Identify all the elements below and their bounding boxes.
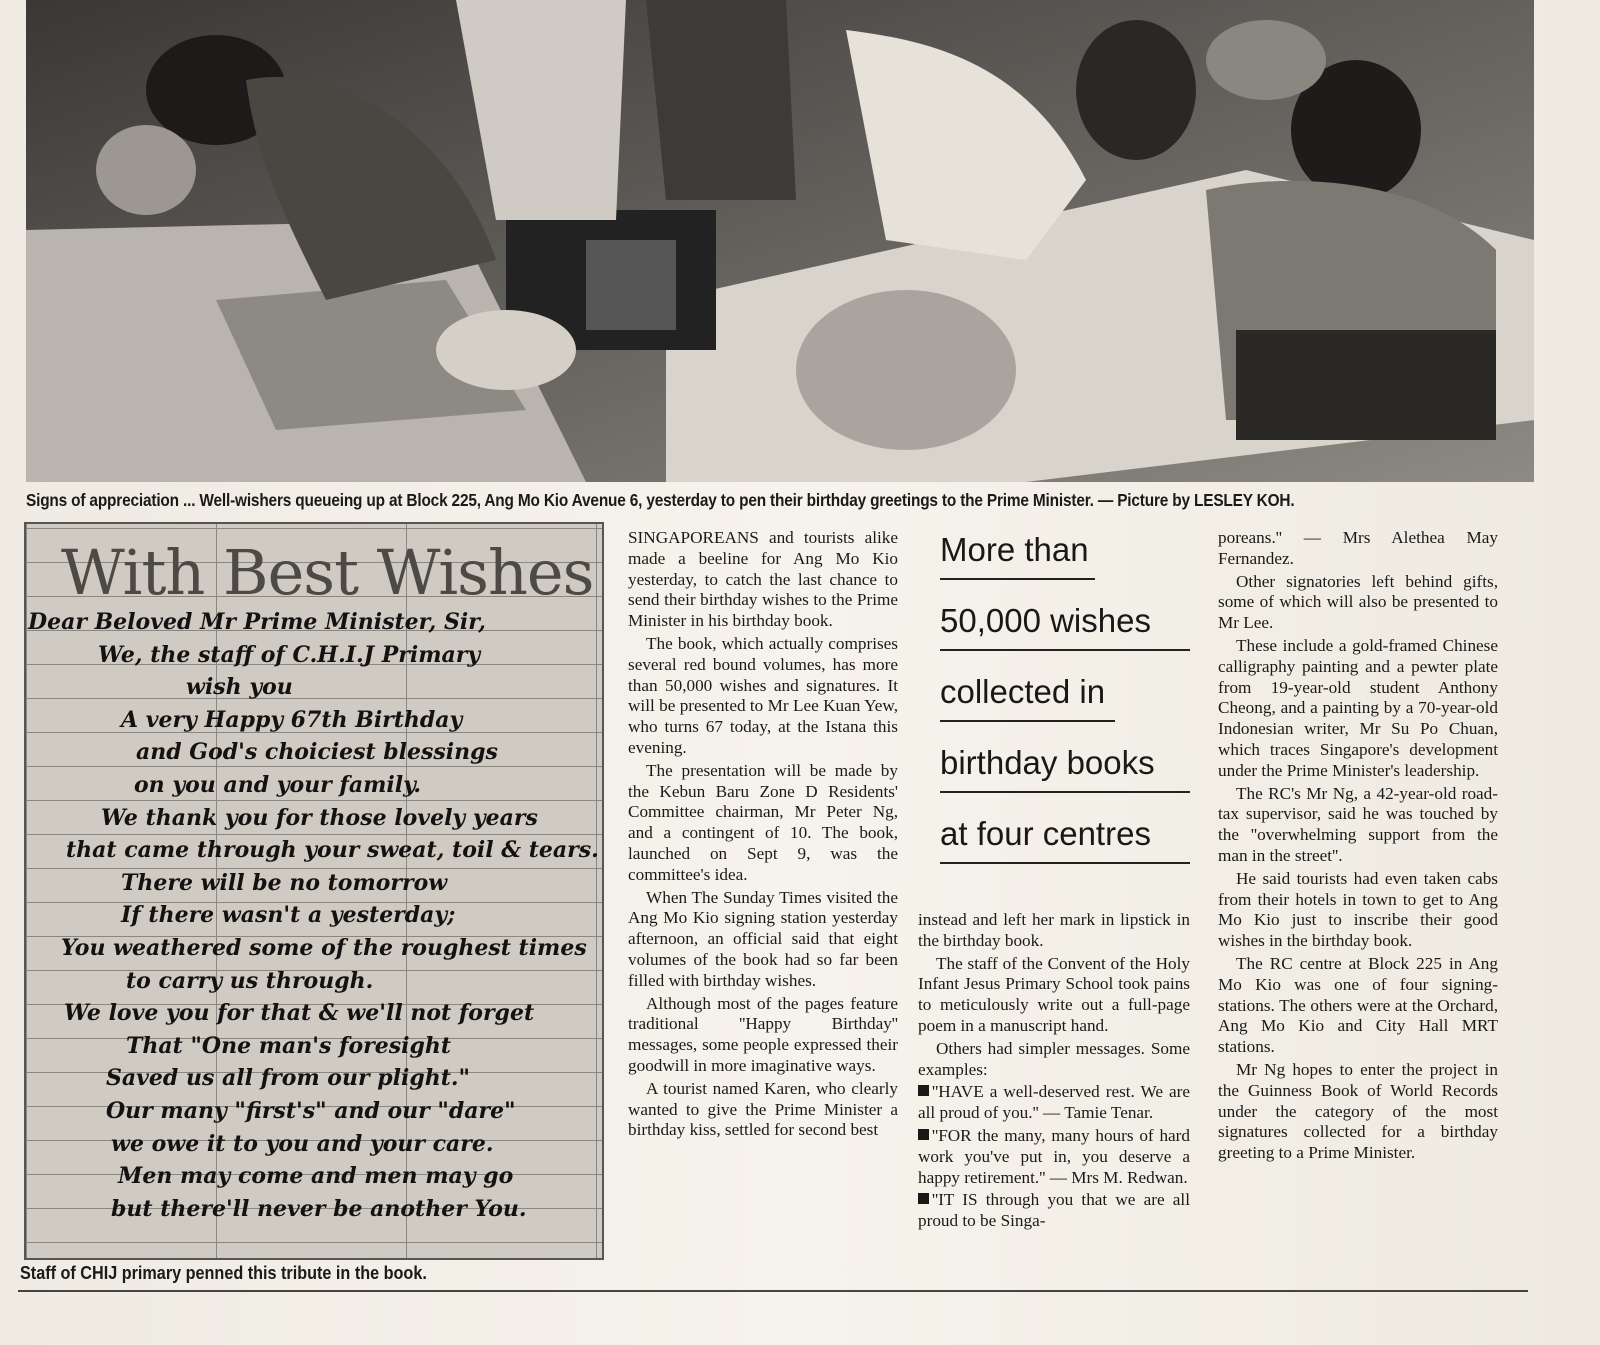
pull-quote-line: More than xyxy=(940,528,1190,599)
poem-line: We thank you for those lovely years xyxy=(101,804,538,831)
pull-quote-line: collected in xyxy=(940,670,1190,741)
quote-paragraph: ''HAVE a well-deserved rest. We are all proud of you.'' — Tamie Tenar. xyxy=(918,1082,1190,1123)
paragraph: The presentation will be made by the Kebun Baru Zone D Residents' Committee chairman, Mr Peter Ng, and a contingent of 10. The book, launched on Sept 9, was the committee's idea. xyxy=(628,760,898,884)
paragraph: poreans.'' — Mrs Alethea May Fernandez. xyxy=(1218,528,1498,568)
poem-line: on you and your family. xyxy=(134,771,422,798)
paragraph: These include a gold-framed Chinese calligraphy painting and a pewter plate from 19-year-old student Anthony Cheong, and a painting by a 70-year-old Indonesian writer, Mr Su Po Chuan, which traces Singapore's development under the Prime Minister's leadership. xyxy=(1218,635,1498,780)
pull-quote-line: 50,000 wishes xyxy=(940,599,1190,670)
paragraph: He said tourists had even taken cabs from their hotels in town to get to Ang Mo Kio just to inscribe their good wishes in the birthday book. xyxy=(1218,868,1498,951)
poem-line: but there'll never be another You. xyxy=(111,1195,527,1222)
poem-line: Dear Beloved Mr Prime Minister, Sir, xyxy=(28,609,486,635)
news-photo xyxy=(26,0,1534,482)
poem-line: wish you xyxy=(186,674,293,701)
poem-line: That "One man's foresight xyxy=(126,1032,452,1059)
poem-title: With Best Wishes xyxy=(61,536,594,609)
paragraph: A tourist named Karen, who clearly wanted to give the Prime Minister a birthday kiss, settled for second best xyxy=(628,1078,898,1140)
paragraph: Mr Ng hopes to enter the project in the Guinness Book of World Records under the category of the most signatures collected for a birthday greeting to a Prime Minister. xyxy=(1218,1059,1498,1163)
bottom-divider xyxy=(18,1290,1528,1292)
article-column-3 xyxy=(1218,528,1498,1166)
poem-line: You weathered some of the roughest times xyxy=(61,934,587,961)
paragraph: The staff of the Convent of the Holy Infant Jesus Primary School took pains to meticulously write out a full-page poem in a manuscript hand. xyxy=(918,953,1190,1035)
paragraph: Although most of the pages feature traditional ''Happy Birthday'' messages, some people expressed their goodwill in more imaginative ways. xyxy=(628,993,898,1075)
paragraph: The book, which actually comprises several red bound volumes, has more than 50,000 wishes and signatures. It will be presented to Mr Lee Kuan Yew, who turns 67 today, at the Istana this evening. xyxy=(628,633,898,757)
bullet-icon xyxy=(918,1193,929,1204)
quote-paragraph: ''IT IS through you that we are all proud to be Singa- xyxy=(918,1190,1190,1231)
pull-quote xyxy=(940,528,1190,883)
poem-line: A very Happy 67th Birthday xyxy=(121,706,463,733)
paragraph: When The Sunday Times visited the Ang Mo Kio signing station yesterday afternoon, an official said that eight volumes of the book had so far been filled with birthday wishes. xyxy=(628,887,898,990)
poem-line: to carry us through. xyxy=(126,967,374,994)
poem-lines xyxy=(26,606,602,1225)
poem-line: We love you for that & we'll not forget xyxy=(64,1000,535,1027)
bullet-icon xyxy=(918,1129,929,1140)
poem-line: and God's choiciest blessings xyxy=(136,739,498,766)
poem-caption: Staff of CHIJ primary penned this tribute in the book. xyxy=(20,1263,427,1283)
paragraph: The RC centre at Block 225 in Ang Mo Kio was one of four signing-stations. The others were at the Orchard, Ang Mo Kio and City Hall MRT stations. xyxy=(1218,953,1498,1057)
poem-line: Saved us all from our plight." xyxy=(106,1065,470,1092)
poem-line: Men may come and men may go xyxy=(118,1163,514,1190)
poem-line: We, the staff of C.H.I.J Primary xyxy=(98,641,481,668)
article-column-2 xyxy=(918,910,1190,1234)
bullet-icon xyxy=(918,1085,929,1096)
poem-line: If there wasn't a yesterday; xyxy=(121,902,456,929)
poem-line: we owe it to you and your care. xyxy=(111,1130,494,1157)
pull-quote-line: birthday books xyxy=(940,741,1190,812)
paragraph: Others had simpler messages. Some examples: xyxy=(918,1038,1190,1079)
paragraph: The RC's Mr Ng, a 42-year-old road-tax supervisor, said he was touched by the ''overwhelming support from the man in the street''. xyxy=(1218,783,1498,865)
article-column-1 xyxy=(628,528,898,1143)
crowd-photo-image xyxy=(26,0,1534,482)
poem-line: Our many "first's" and our "dare" xyxy=(106,1097,516,1124)
paragraph: instead and left her mark in lipstick in the birthday book. xyxy=(918,910,1190,950)
paragraph: Other signatories left behind gifts, some of which will also be presented to Mr Lee. xyxy=(1218,571,1498,633)
poem-tribute xyxy=(24,522,604,1260)
poem-line: There will be no tomorrow xyxy=(121,869,448,896)
pull-quote-line: at four centres xyxy=(940,812,1190,883)
poem-line: that came through your sweat, toil & tears. xyxy=(66,837,599,864)
paragraph: SINGAPOREANS and tourists alike made a beeline for Ang Mo Kio yesterday, to catch the last chance to send their birthday wishes to the Prime Minister in his birthday book. xyxy=(628,528,898,631)
photo-caption: Signs of appreciation ... Well-wishers queueing up at Block 225, Ang Mo Kio Avenue 6, yesterday to pen their birthday greetings to the Prime Minister. — Picture by LESLEY KOH. xyxy=(26,490,1295,510)
quote-paragraph: ''FOR the many, many hours of hard work you've put in, you deserve a happy retirement.'' — Mrs M. Redwan. xyxy=(918,1125,1190,1187)
